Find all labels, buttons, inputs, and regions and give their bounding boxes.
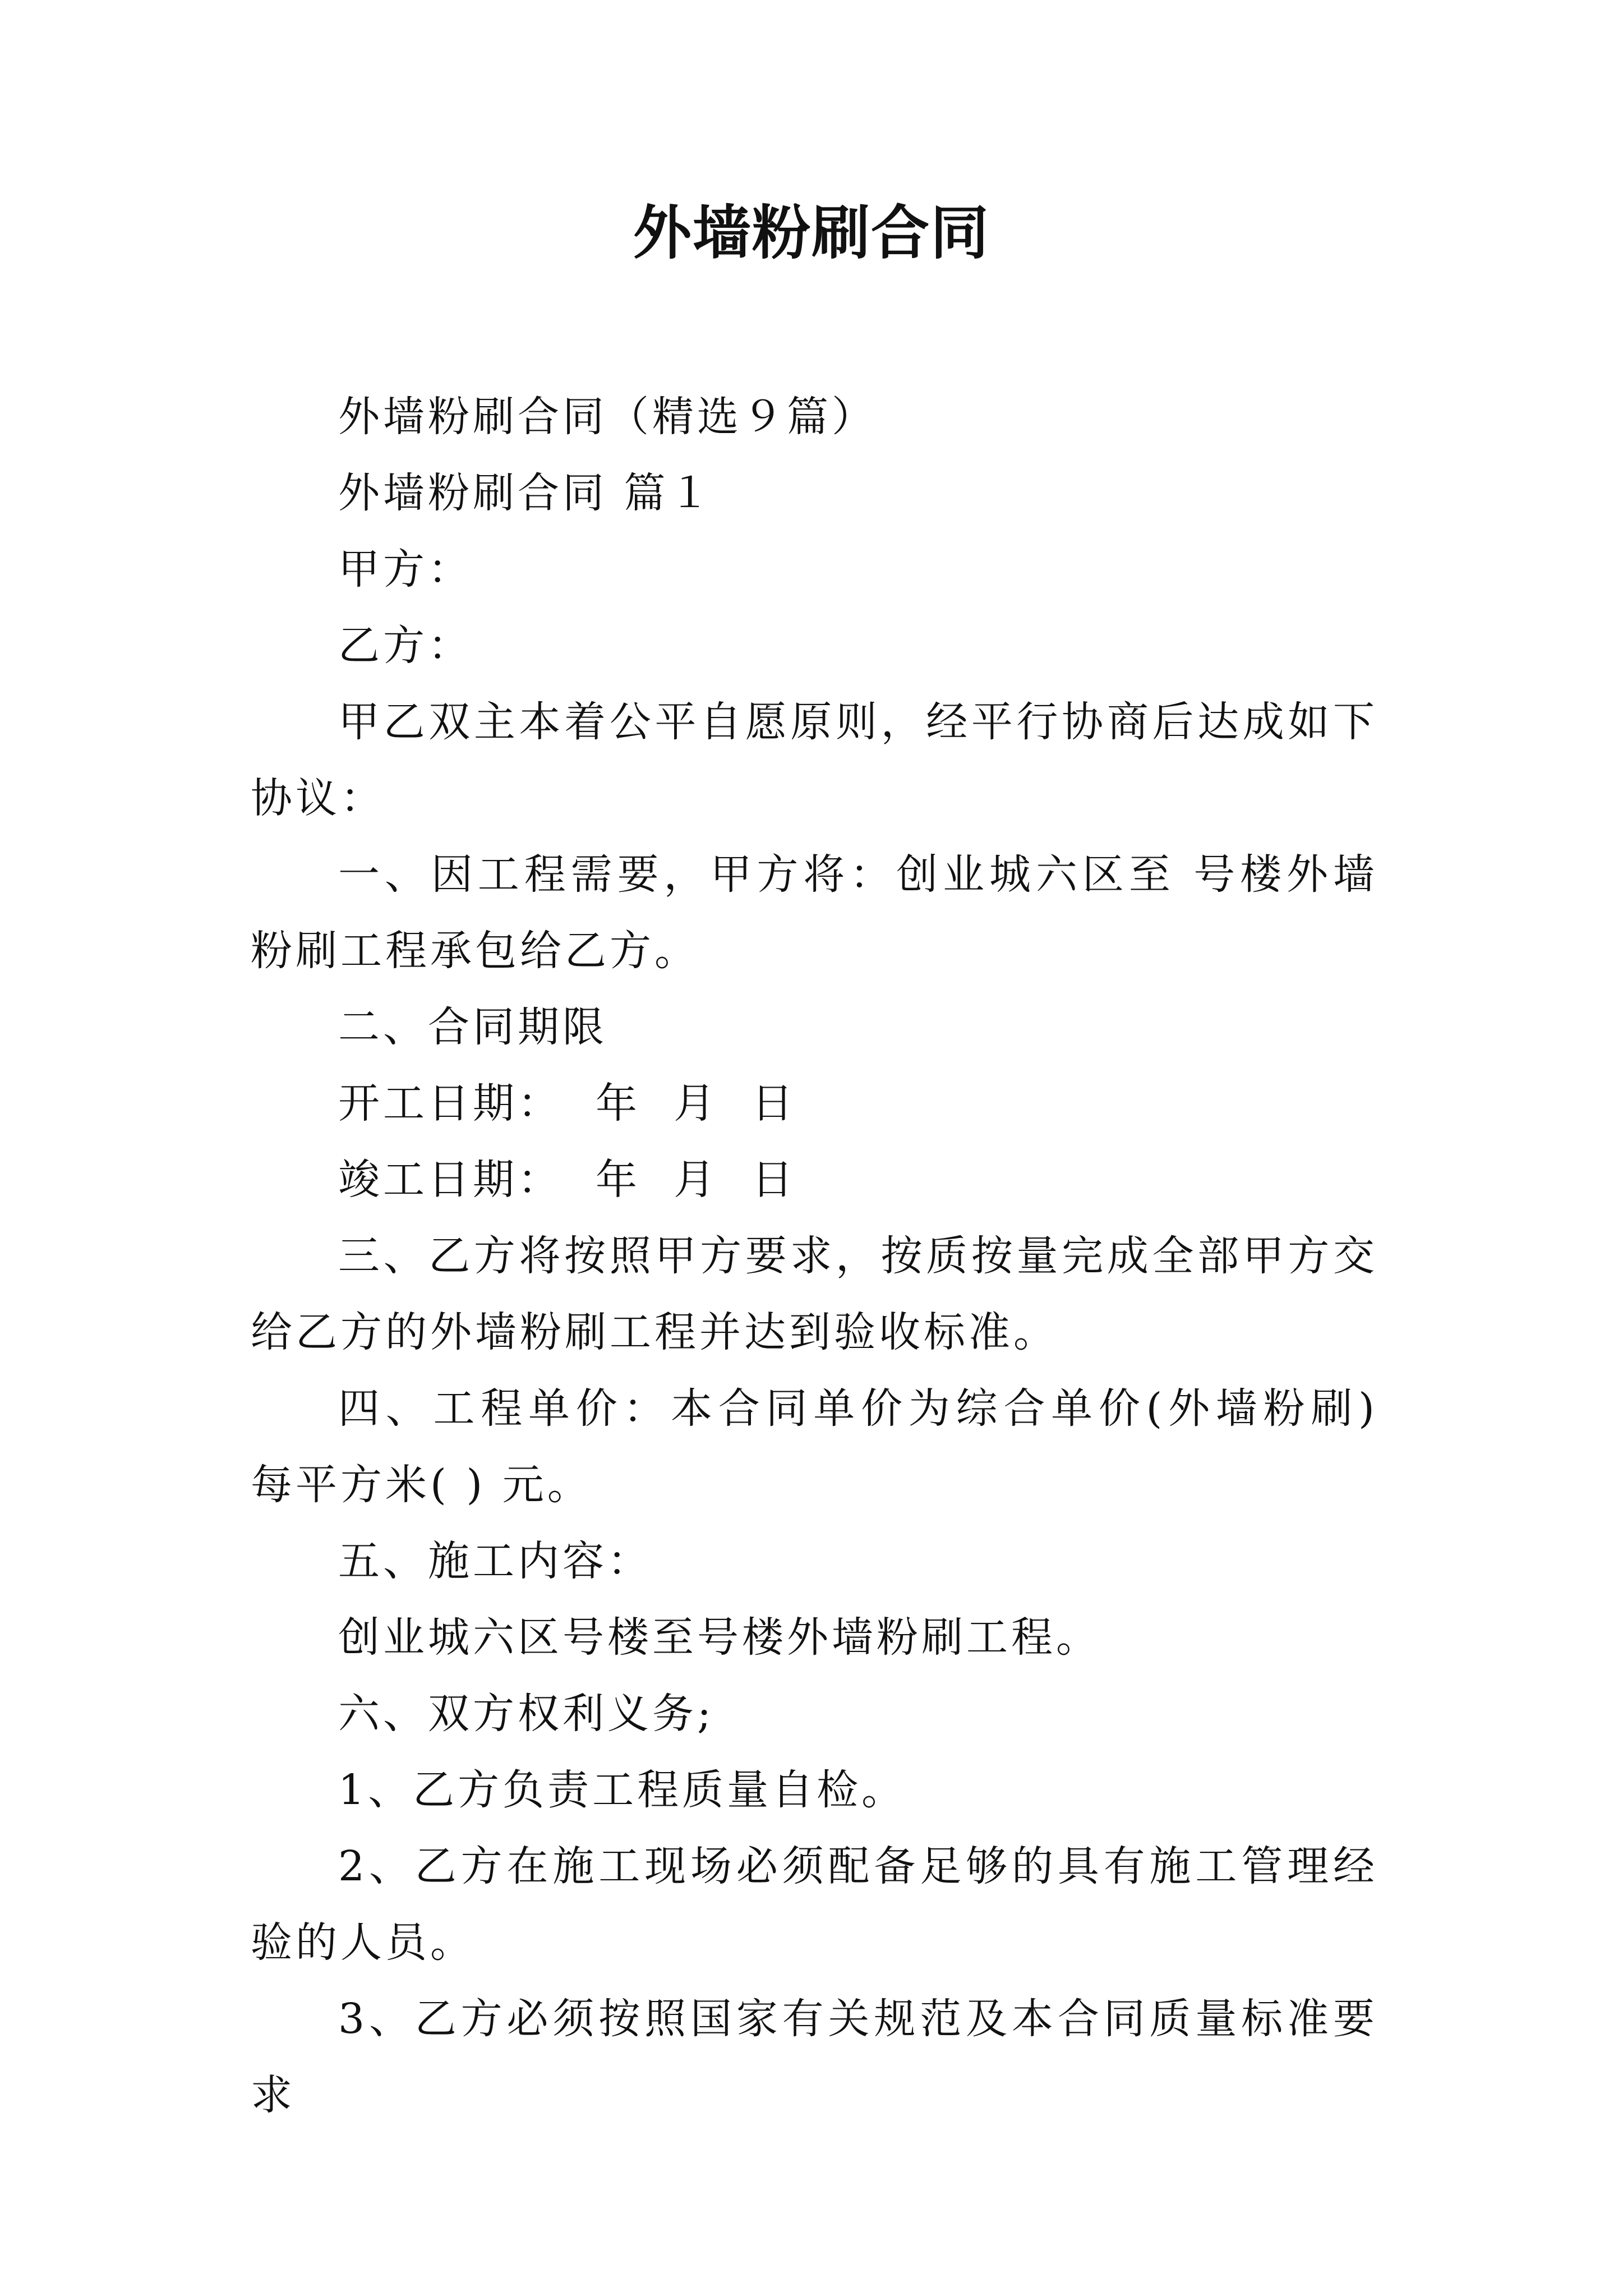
paragraph-clause-6: 六、双方权利义务;	[338, 1690, 714, 1738]
paragraph-party-b: 乙方：	[338, 622, 473, 670]
paragraph-section-heading: 外墙粉刷合同 篇１	[338, 469, 714, 517]
paragraph-item-3: 3、乙方必须按照国家有关规范及本合同质量标准要求	[251, 1995, 1378, 2119]
paragraph-construction-content: 创业城六区号楼至号楼外墙粉刷工程。	[338, 1613, 1101, 1662]
document-body	[251, 379, 1395, 2133]
paragraph-clause-3: 三、乙方将按照甲方要求，按质按量完成全部甲方交给乙方的外墙粉刷工程并达到验收标准。	[251, 1232, 1378, 1356]
paragraph-clause-4: 四、工程单价：本合同单价为综合单价(外墙粉刷) 每平方米( ) 元。	[251, 1384, 1395, 1509]
paragraph-clause-1: 一、因工程需要，甲方将：创业城六区至 号楼外墙粉刷工程承包给乙方。	[251, 850, 1378, 975]
document-title: 外墙粉刷合同	[633, 198, 990, 267]
paragraph-clause-2: 二、合同期限	[338, 1003, 607, 1051]
paragraph-subtitle: 外墙粉刷合同（精选９篇）	[338, 393, 877, 441]
paragraph-item-1: 1、乙方负责工程质量自检。	[338, 1766, 907, 1814]
paragraph-start-date: 开工日期： 年 月 日	[338, 1079, 797, 1128]
paragraph-end-date: 竣工日期： 年 月 日	[338, 1156, 797, 1204]
paragraph-party-a: 甲方：	[338, 545, 473, 593]
paragraph-agreement-intro: 甲乙双主本着公平自愿原则，经平行协商后达成如下协议：	[251, 698, 1378, 822]
paragraph-clause-5: 五、施工内容：	[338, 1537, 652, 1585]
paragraph-item-2: 2、乙方在施工现场必须配备足够的具有施工管理经验的人员。	[251, 1842, 1378, 1967]
